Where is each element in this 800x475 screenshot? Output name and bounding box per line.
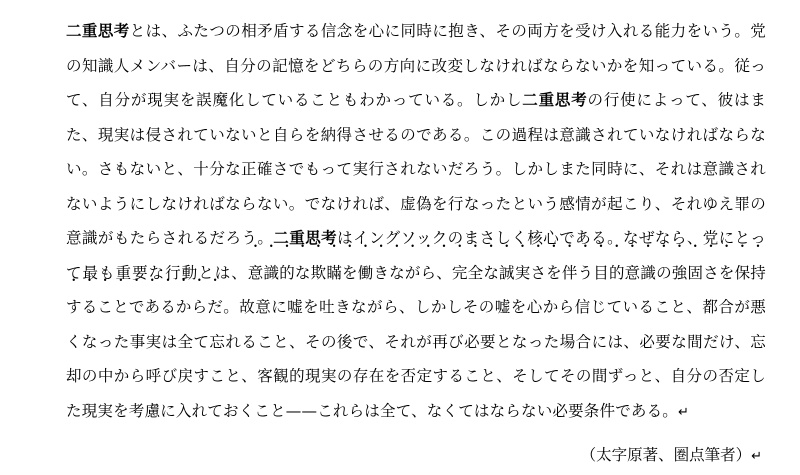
emphasis-dot-char: • 、	[436, 256, 452, 291]
emphasis-dot-char: 完	[451, 263, 468, 282]
emphasis-dot-char: き	[373, 263, 390, 282]
emphasis-dot-char: を	[342, 263, 358, 282]
emphasis-dot-char: あ	[144, 298, 161, 316]
text-run: 。故意に嘘を吐きながら、しかしその嘘を心から信じていること、都合が悪くなった事実は全て忘れること、その後で、それが再び必要となった場合には、必要な間だけ、忘却の中から呼び戻すこと、客観的現実の存在を否定すること、そしてその間ずっと、自分の否定した現実を考慮に入れておくこと——これらは全て、なくてはならない必要条件である。	[66, 298, 766, 420]
text-run: 二重思考	[66, 21, 130, 40]
emphasis-dot-char: さ	[530, 263, 547, 282]
paragraph-runs	[66, 22, 766, 420]
text-run: の行使によって、彼はまた、現実は侵されていないと自らを納得させるのである。この過程は意識されていなければならない。さもないと、十分な正確さでもって実行されないだろう。しかしまた同時に、それは意識されないようにしなければならない。でなければ、虚偽を行なったという感情が起こり、それゆえ罪の意識がもたらされるだろう。	[66, 91, 766, 247]
emphasis-dot-char: 瞞	[326, 263, 343, 282]
text-run: とは、ふたつの相矛盾する信念を心に同時に抱き、その両方を受け入れる能力をいう。党の知識人メンバーは、自分の記憶をどちらの方向に改変しなければならないかを知っている。従って、自分が現実を誤魔化していることもわかっている。しかし	[66, 22, 766, 109]
emphasis-dot-char: で	[128, 298, 145, 316]
emphasis-dot-char: な	[483, 263, 500, 282]
emphasis-dot-char: 的	[279, 263, 295, 282]
emphasis-dot-char: な	[389, 263, 405, 282]
emphasis-dot-char: う	[577, 263, 594, 282]
emphasis-dot-char: 働	[357, 263, 374, 282]
body-paragraph	[66, 14, 766, 430]
emphasis-dot-char: か	[175, 298, 192, 316]
emphasis-dot-char: の	[656, 263, 672, 282]
emphasis-dot-char: な	[294, 263, 311, 282]
emphasis-dot-char: 意	[247, 263, 264, 282]
emphasis-dot-char: 目	[593, 263, 609, 282]
emphasis-dot-char: 的	[608, 263, 625, 282]
emphasis-dot-char: さ	[703, 263, 719, 282]
attribution-mark: ↵	[751, 449, 762, 464]
emphasis-dot-char: 識	[640, 263, 657, 282]
emphasis-dot-char: こ	[97, 298, 114, 316]
emphasis-dot-char: す	[66, 298, 82, 316]
emphasis-dot-char: る	[81, 298, 98, 316]
emphasis-dot-char: ら	[191, 298, 208, 316]
emphasis-dot-char: 強	[671, 263, 688, 282]
emphasis-dot-char: 誠	[499, 263, 515, 282]
paragraph-mark: ↵	[678, 404, 690, 420]
emphasis-dot-char: 伴	[561, 263, 578, 282]
emphasis-dot-char: 全	[467, 263, 484, 282]
emphasis-dot-char: 持	[750, 263, 766, 282]
text-run: 二重思考	[522, 90, 588, 109]
emphasis-dot-char: 識	[263, 263, 280, 282]
emphasis-dot-char: を	[718, 263, 735, 282]
emphasis-dot-char: 欺	[310, 263, 327, 282]
emphasis-dot-char: が	[404, 263, 421, 282]
paragraph-text	[66, 14, 766, 430]
attribution-line	[66, 438, 766, 475]
emphasis-dot-char: だ	[207, 298, 224, 316]
attribution-text: （太字原著、圏点筆者）	[580, 446, 752, 464]
emphasis-dot-char: を	[546, 263, 562, 282]
emphasis-dot-char: と	[113, 298, 129, 316]
text-run: 二重思考	[273, 228, 338, 247]
text-run: はイングソックのまさしく核心である。なぜなら、党にとって最も重要な行動とは、	[66, 229, 766, 282]
emphasis-dot-char: 保	[734, 263, 751, 282]
emphasis-dot-char: 実	[514, 263, 531, 282]
emphasis-dot-char: 固	[687, 263, 704, 282]
emphasis-dot-char: ら	[420, 263, 437, 282]
emphasis-dot-char: 意	[624, 263, 641, 282]
emphasis-dot-char: る	[160, 298, 176, 316]
